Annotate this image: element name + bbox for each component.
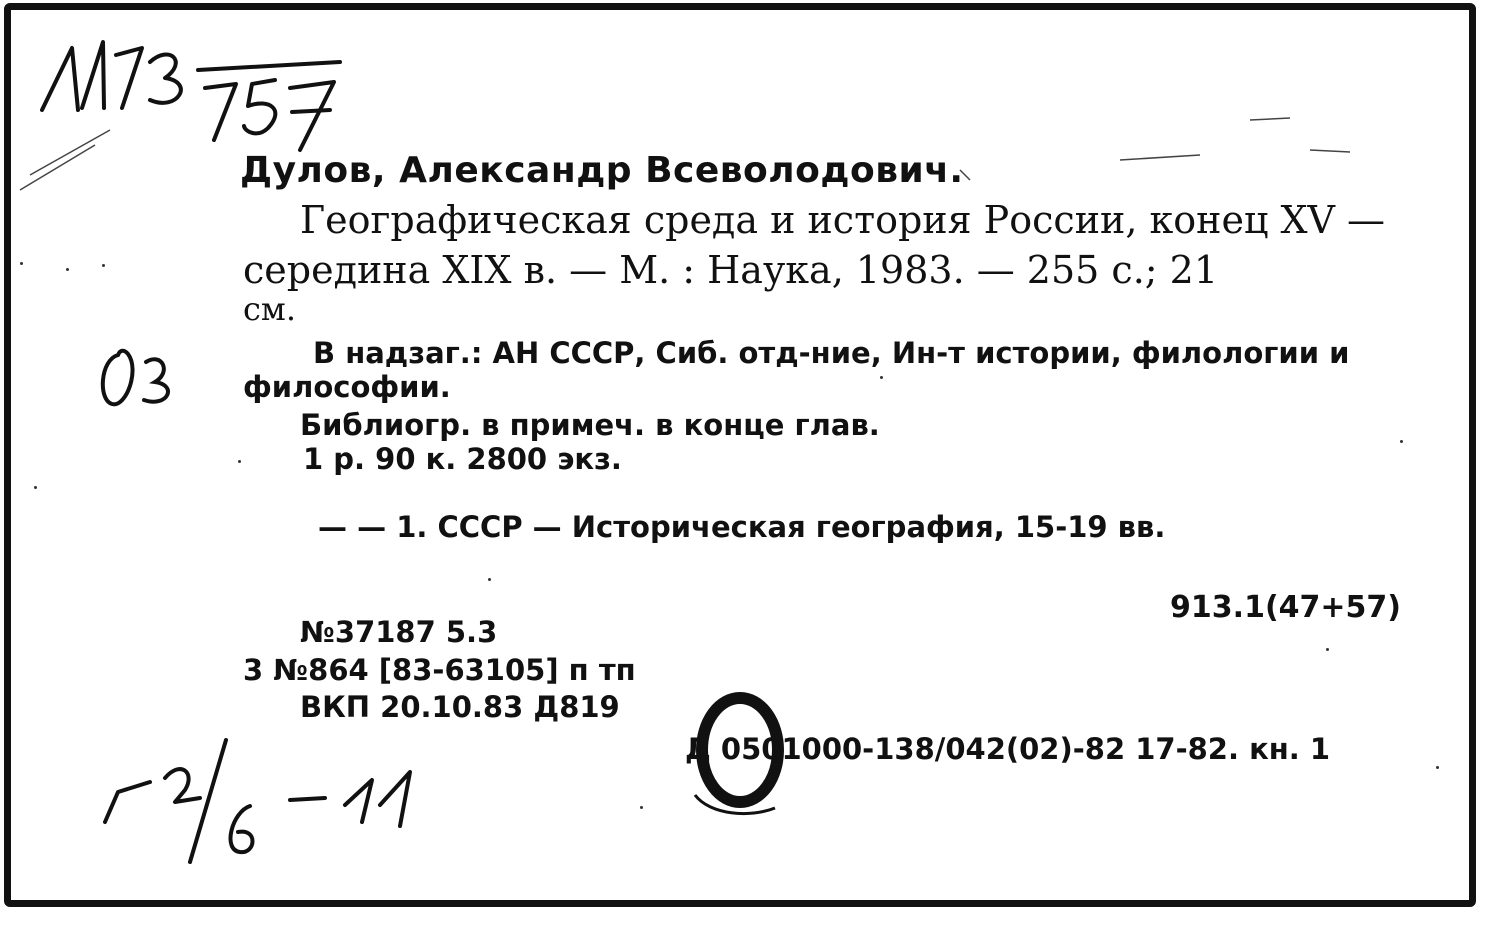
- scan-speck: [880, 376, 883, 379]
- tech-line-1: №37187 5.3: [300, 615, 498, 649]
- scan-speck: [1326, 648, 1329, 651]
- tech-line-3: ВКП 20.10.83 Д819: [300, 690, 620, 724]
- udc-code: 913.1(47+57): [1170, 590, 1401, 625]
- scan-speck: [1436, 766, 1439, 769]
- scan-speck: [66, 268, 69, 271]
- scan-speck: [238, 460, 241, 463]
- scan-speck: [1400, 440, 1403, 443]
- scan-speck: [102, 264, 105, 267]
- note-price-run: 1 р. 90 к. 2800 экз.: [303, 442, 622, 476]
- title-line-3: см.: [243, 290, 296, 328]
- catalog-card: [4, 3, 1476, 907]
- title-line-1: Географическая среда и история России, конец XV —: [300, 198, 1386, 242]
- scan-speck: [34, 486, 37, 489]
- note-line-2: философии.: [243, 370, 451, 404]
- title-line-2: середина XIX в. — М. : Наука, 1983. — 255 с.; 21: [243, 248, 1219, 292]
- scan-speck: [20, 262, 23, 265]
- tech-line-2: 3 №864 [83-63105] п тп: [243, 653, 636, 687]
- subject-heading: — — 1. СССР — Историческая география, 15-19 вв.: [318, 510, 1166, 544]
- classification-code: Д 0501000-138/042(02)-82 17-82. кн. 1: [685, 732, 1331, 766]
- author-heading: Дулов, Александр Всеволодович.: [240, 150, 964, 191]
- scan-speck: [488, 578, 491, 581]
- note-bibliography: Библиогр. в примеч. в конце глав.: [300, 408, 880, 442]
- scan-speck: [640, 806, 643, 809]
- note-line-1: В надзаг.: АН СССР, Сиб. отд-ние, Ин-т истории, филологии и: [313, 336, 1350, 370]
